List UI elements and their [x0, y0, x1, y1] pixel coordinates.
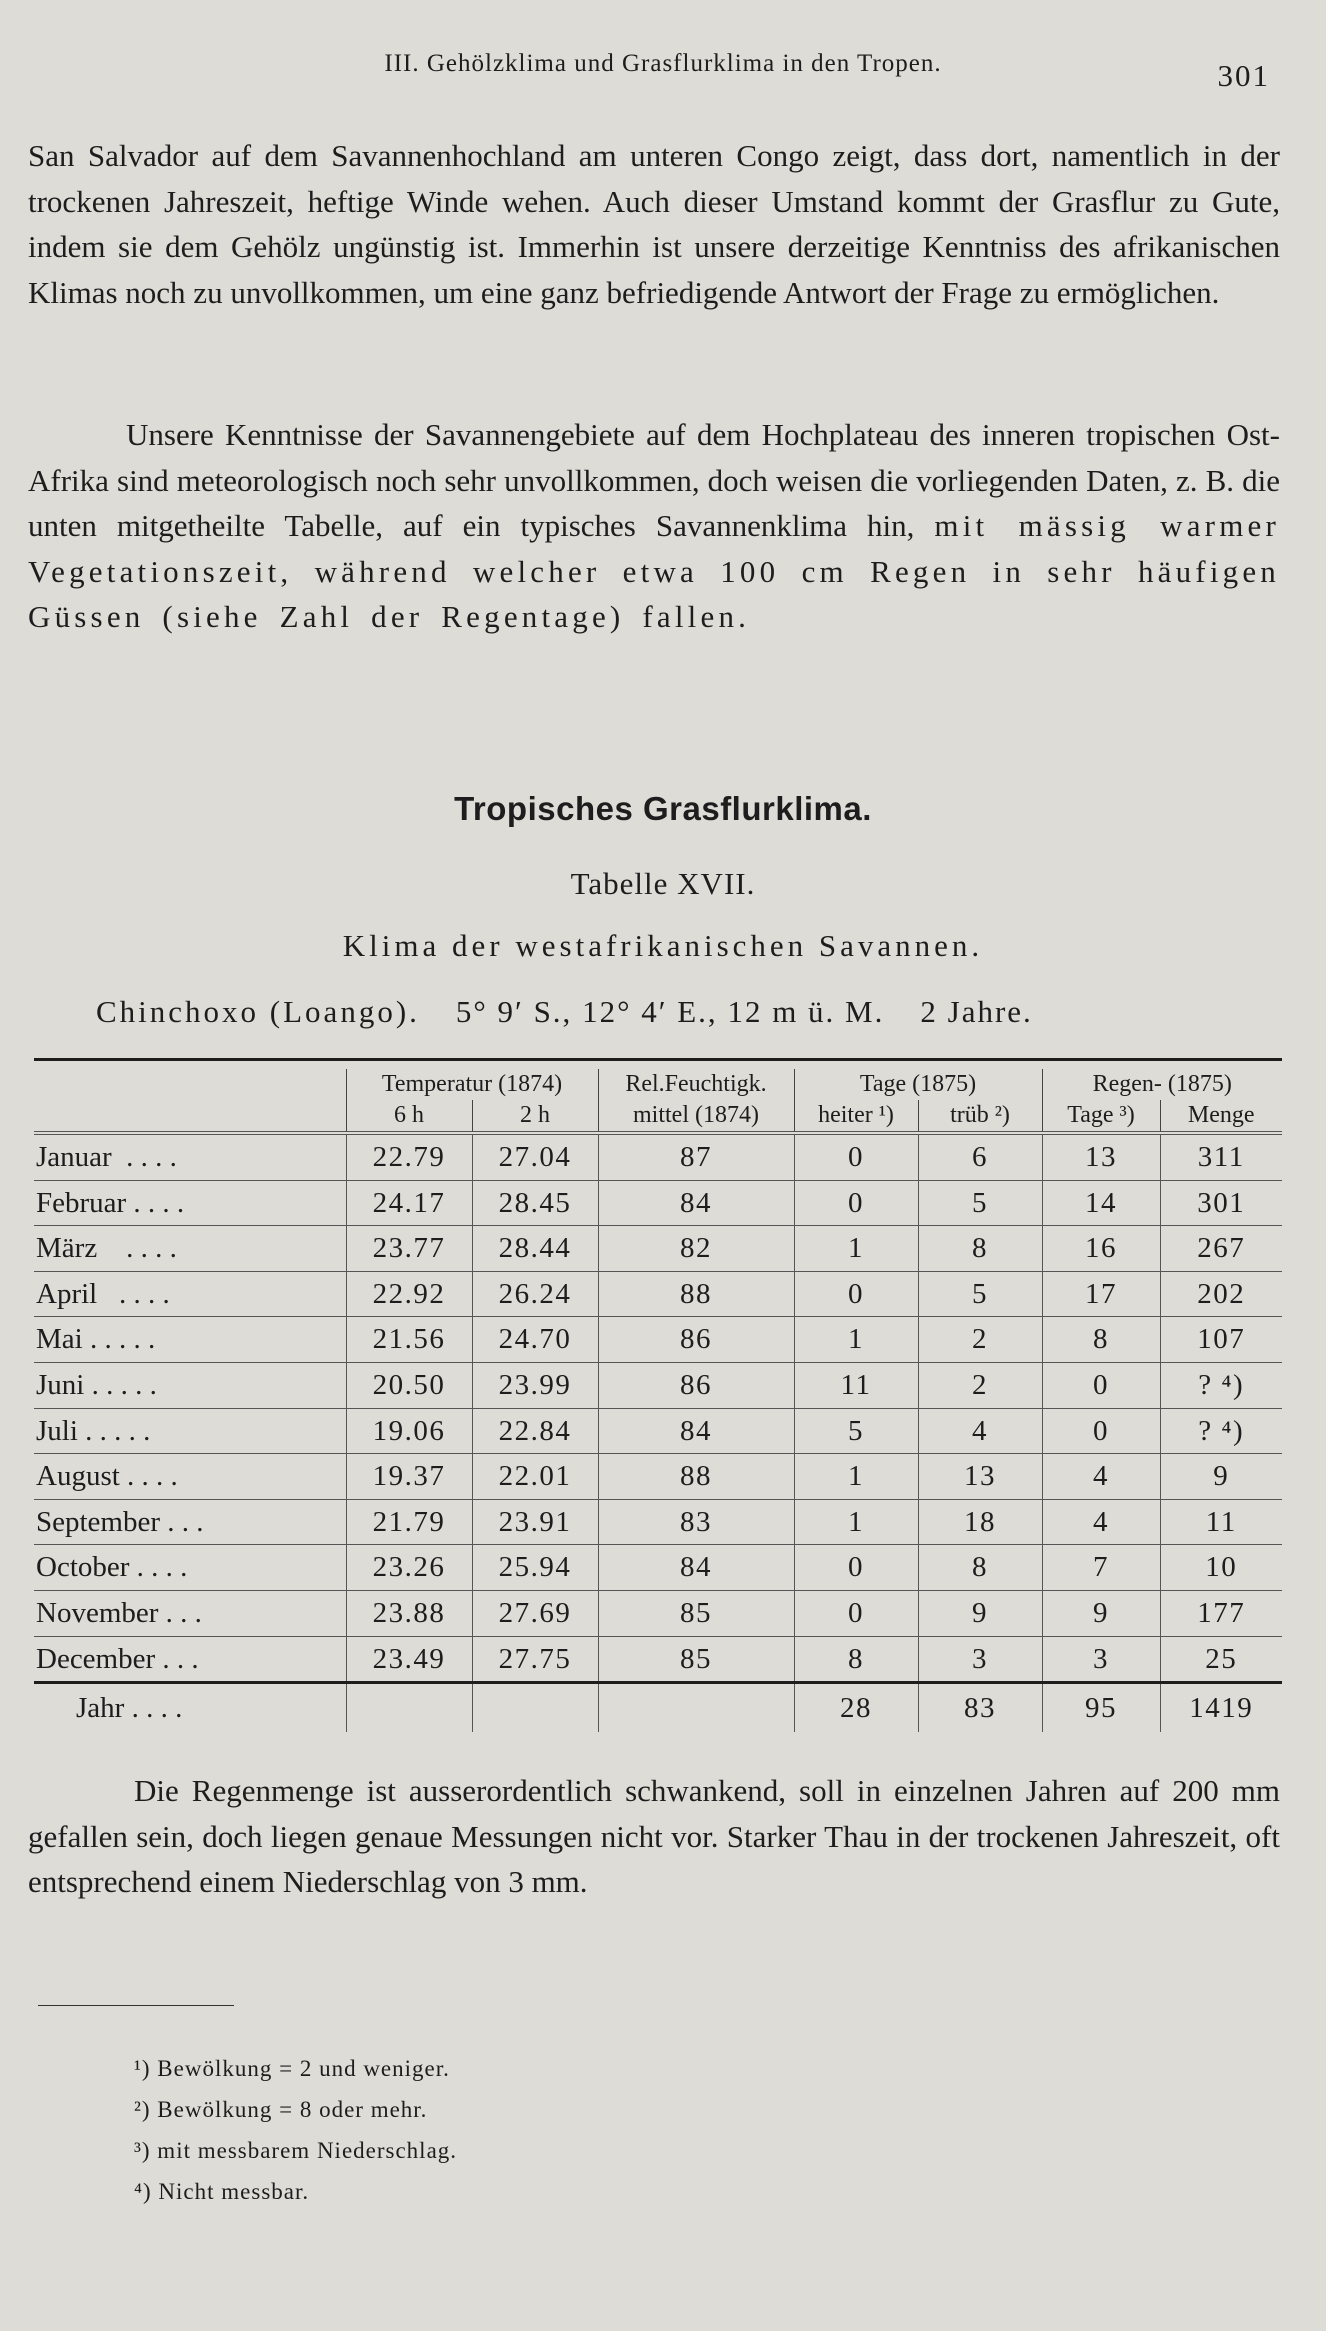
temp-6h-cell: 20.50	[346, 1362, 472, 1408]
regentage-cell: 16	[1042, 1226, 1160, 1272]
month-cell: Juni . . . . .	[34, 1362, 346, 1408]
menge-cell: 10	[1160, 1545, 1282, 1591]
temp-2h-cell: 25.94	[472, 1545, 598, 1591]
humidity-cell: 84	[598, 1180, 794, 1226]
footnote-1: ¹) Bewölkung = 2 und weniger.	[134, 2056, 450, 2081]
heiter-cell: 0	[794, 1590, 918, 1636]
month-cell: Februar . . . .	[34, 1180, 346, 1226]
page-number: 301	[1217, 58, 1270, 93]
humidity-cell: 87	[598, 1133, 794, 1180]
humidity-cell: 85	[598, 1590, 794, 1636]
header-tage: Tage (1875)	[794, 1069, 1042, 1100]
month-cell: März . . . .	[34, 1226, 346, 1272]
temp-6h-cell: 21.56	[346, 1317, 472, 1363]
month-cell: April . . . .	[34, 1271, 346, 1317]
paragraph-2-text: Unsere Kenntnisse der Savannengebiete auf dem Hochplateau des inneren tropischen Ost-Afrika sind meteorologisch noch sehr unvollkommen, doch weisen die vorliegenden Daten, z. B. die unten mitgetheilte Tabelle, auf ein typisches Savannenklima hin,	[28, 417, 1280, 543]
heiter-cell: 0	[794, 1180, 918, 1226]
month-cell: November . . .	[34, 1590, 346, 1636]
temp-2h-cell	[472, 1683, 598, 1733]
temp-6h-cell: 22.92	[346, 1271, 472, 1317]
paragraph-3: Die Regenmenge ist ausserordentlich schwankend, soll in einzelnen Jahren auf 200 mm gefallen sein, doch liegen genaue Messungen nicht vor. Starker Thau in der trockenen Jahreszeit, oft entsprechend einem Niederschlag von 3 mm.	[28, 1773, 1280, 1899]
heiter-cell: 8	[794, 1636, 918, 1683]
month-cell: August . . . .	[34, 1454, 346, 1500]
table-row	[34, 1408, 1282, 1454]
heiter-cell: 5	[794, 1408, 918, 1454]
humidity-cell: 88	[598, 1454, 794, 1500]
climate-table-container	[34, 1058, 1282, 1732]
humidity-cell: 82	[598, 1226, 794, 1272]
trueb-cell: 9	[918, 1590, 1042, 1636]
trueb-cell: 83	[918, 1683, 1042, 1733]
trueb-cell: 2	[918, 1317, 1042, 1363]
station-name: Chinchoxo (Loango).	[96, 994, 420, 1029]
regentage-cell: 9	[1042, 1590, 1160, 1636]
table-caption: Klima der westafrikanischen Savannen.	[342, 928, 984, 963]
header-mittel: mittel (1874)	[598, 1100, 794, 1133]
month-cell: Januar . . . .	[34, 1133, 346, 1180]
table-body	[34, 1133, 1282, 1732]
regentage-cell: 4	[1042, 1454, 1160, 1500]
temp-2h-cell: 27.75	[472, 1636, 598, 1683]
menge-cell: 311	[1160, 1133, 1282, 1180]
table-number: Tabelle XVII.	[570, 866, 756, 901]
header-trueb: trüb ²)	[918, 1100, 1042, 1133]
humidity-cell: 85	[598, 1636, 794, 1683]
month-cell: December . . .	[34, 1636, 346, 1683]
regentage-cell: 8	[1042, 1317, 1160, 1363]
temp-2h-cell: 22.01	[472, 1454, 598, 1500]
regentage-cell: 3	[1042, 1636, 1160, 1683]
trueb-cell: 6	[918, 1133, 1042, 1180]
heiter-cell: 0	[794, 1545, 918, 1591]
menge-cell: 1419	[1160, 1683, 1282, 1733]
month-cell: Juli . . . . .	[34, 1408, 346, 1454]
temp-2h-cell: 27.69	[472, 1590, 598, 1636]
footnote-rule	[38, 2005, 234, 2006]
menge-cell: 267	[1160, 1226, 1282, 1272]
humidity-cell: 86	[598, 1362, 794, 1408]
temp-6h-cell: 23.49	[346, 1636, 472, 1683]
paragraph-2-spaced-text: mit mässig warmer Vegetationszeit, während welcher etwa 100 cm Regen in sehr häufigen Güssen (siehe Zahl der Regentage) fallen.	[28, 508, 1280, 634]
paragraph-2	[28, 412, 1280, 640]
header-6h: 6 h	[346, 1100, 472, 1133]
humidity-cell: 84	[598, 1408, 794, 1454]
station-years: 2 Jahre.	[920, 994, 1033, 1029]
header-temperatur: Temperatur (1874)	[346, 1069, 598, 1100]
menge-cell: 107	[1160, 1317, 1282, 1363]
station-line	[96, 994, 1033, 1030]
menge-cell: 11	[1160, 1499, 1282, 1545]
trueb-cell: 8	[918, 1545, 1042, 1591]
heiter-cell: 0	[794, 1271, 918, 1317]
header-heiter: heiter ¹)	[794, 1100, 918, 1133]
footnote-2: ²) Bewölkung = 8 oder mehr.	[134, 2097, 428, 2122]
regentage-cell: 14	[1042, 1180, 1160, 1226]
regentage-cell: 95	[1042, 1683, 1160, 1733]
humidity-cell	[598, 1683, 794, 1733]
month-cell: October . . . .	[34, 1545, 346, 1591]
trueb-cell: 3	[918, 1636, 1042, 1683]
heiter-cell: 28	[794, 1683, 918, 1733]
menge-cell: ? ⁴)	[1160, 1362, 1282, 1408]
temp-2h-cell: 24.70	[472, 1317, 598, 1363]
heiter-cell: 0	[794, 1133, 918, 1180]
trueb-cell: 2	[918, 1362, 1042, 1408]
table-row	[34, 1271, 1282, 1317]
month-cell: September . . .	[34, 1499, 346, 1545]
temp-2h-cell: 28.45	[472, 1180, 598, 1226]
footnote-3: ³) mit messbarem Niederschlag.	[134, 2138, 458, 2163]
table-row	[34, 1499, 1282, 1545]
table-row	[34, 1590, 1282, 1636]
menge-cell: ? ⁴)	[1160, 1408, 1282, 1454]
climate-table	[34, 1058, 1282, 1732]
humidity-cell: 86	[598, 1317, 794, 1363]
trueb-cell: 5	[918, 1271, 1042, 1317]
regentage-cell: 0	[1042, 1408, 1160, 1454]
trueb-cell: 4	[918, 1408, 1042, 1454]
temp-2h-cell: 23.99	[472, 1362, 598, 1408]
header-2h: 2 h	[472, 1100, 598, 1133]
temp-6h-cell: 24.17	[346, 1180, 472, 1226]
total-row	[34, 1683, 1282, 1733]
heiter-cell: 11	[794, 1362, 918, 1408]
station-altitude: 12 m ü. M.	[727, 994, 885, 1029]
table-row	[34, 1180, 1282, 1226]
table-row	[34, 1226, 1282, 1272]
temp-2h-cell: 23.91	[472, 1499, 598, 1545]
table-row	[34, 1454, 1282, 1500]
menge-cell: 25	[1160, 1636, 1282, 1683]
table-row	[34, 1133, 1282, 1180]
menge-cell: 9	[1160, 1454, 1282, 1500]
temp-2h-cell: 22.84	[472, 1408, 598, 1454]
station-latitude: 5° 9′ S.,	[455, 994, 573, 1029]
regentage-cell: 17	[1042, 1271, 1160, 1317]
month-cell: Jahr . . . .	[34, 1683, 346, 1733]
temp-6h-cell: 21.79	[346, 1499, 472, 1545]
humidity-cell: 84	[598, 1545, 794, 1591]
humidity-cell: 88	[598, 1271, 794, 1317]
temp-2h-cell: 28.44	[472, 1226, 598, 1272]
paragraph-1: San Salvador auf dem Savannenhochland am unteren Congo zeigt, dass dort, namentlich in der trockenen Jahreszeit, heftige Winde wehen. Auch dieser Umstand kommt der Grasflur zu Gute, indem sie dem Gehölz ungünstig ist. Immerhin ist unsere derzeitige Kenntniss des afrikanischen Klimas noch zu unvollkommen, um eine ganz befriedigende Antwort der Frage zu ermöglichen.	[28, 138, 1280, 310]
menge-cell: 301	[1160, 1180, 1282, 1226]
footnotes	[134, 2048, 457, 2212]
regentage-cell: 7	[1042, 1545, 1160, 1591]
heiter-cell: 1	[794, 1499, 918, 1545]
heiter-cell: 1	[794, 1317, 918, 1363]
page-header	[0, 50, 1326, 100]
running-title: III. Gehölzklima und Grasflurklima in den Tropen.	[384, 50, 942, 77]
regentage-cell: 0	[1042, 1362, 1160, 1408]
temp-6h-cell: 23.77	[346, 1226, 472, 1272]
header-feuchtigkeit: Rel.Feuchtigk.	[598, 1069, 794, 1100]
table-heading: Tropisches Grasflurklima.	[454, 790, 872, 827]
trueb-cell: 13	[918, 1454, 1042, 1500]
temp-6h-cell: 23.26	[346, 1545, 472, 1591]
table-row	[34, 1362, 1282, 1408]
humidity-cell: 83	[598, 1499, 794, 1545]
heiter-cell: 1	[794, 1454, 918, 1500]
header-menge: Menge	[1160, 1100, 1282, 1133]
table-row	[34, 1545, 1282, 1591]
station-longitude: 12° 4′ E.,	[582, 994, 718, 1029]
menge-cell: 202	[1160, 1271, 1282, 1317]
temp-6h-cell: 22.79	[346, 1133, 472, 1180]
temp-6h-cell: 19.06	[346, 1408, 472, 1454]
temp-6h-cell	[346, 1683, 472, 1733]
temp-2h-cell: 26.24	[472, 1271, 598, 1317]
trueb-cell: 5	[918, 1180, 1042, 1226]
header-regen: Regen- (1875)	[1042, 1069, 1282, 1100]
month-cell: Mai . . . . .	[34, 1317, 346, 1363]
regentage-cell: 13	[1042, 1133, 1160, 1180]
trueb-cell: 18	[918, 1499, 1042, 1545]
table-row	[34, 1317, 1282, 1363]
temp-6h-cell: 19.37	[346, 1454, 472, 1500]
table-row	[34, 1636, 1282, 1683]
footnote-4: ⁴) Nicht messbar.	[134, 2179, 310, 2204]
regentage-cell: 4	[1042, 1499, 1160, 1545]
temp-2h-cell: 27.04	[472, 1133, 598, 1180]
heiter-cell: 1	[794, 1226, 918, 1272]
header-regentage: Tage ³)	[1042, 1100, 1160, 1133]
menge-cell: 177	[1160, 1590, 1282, 1636]
temp-6h-cell: 23.88	[346, 1590, 472, 1636]
trueb-cell: 8	[918, 1226, 1042, 1272]
